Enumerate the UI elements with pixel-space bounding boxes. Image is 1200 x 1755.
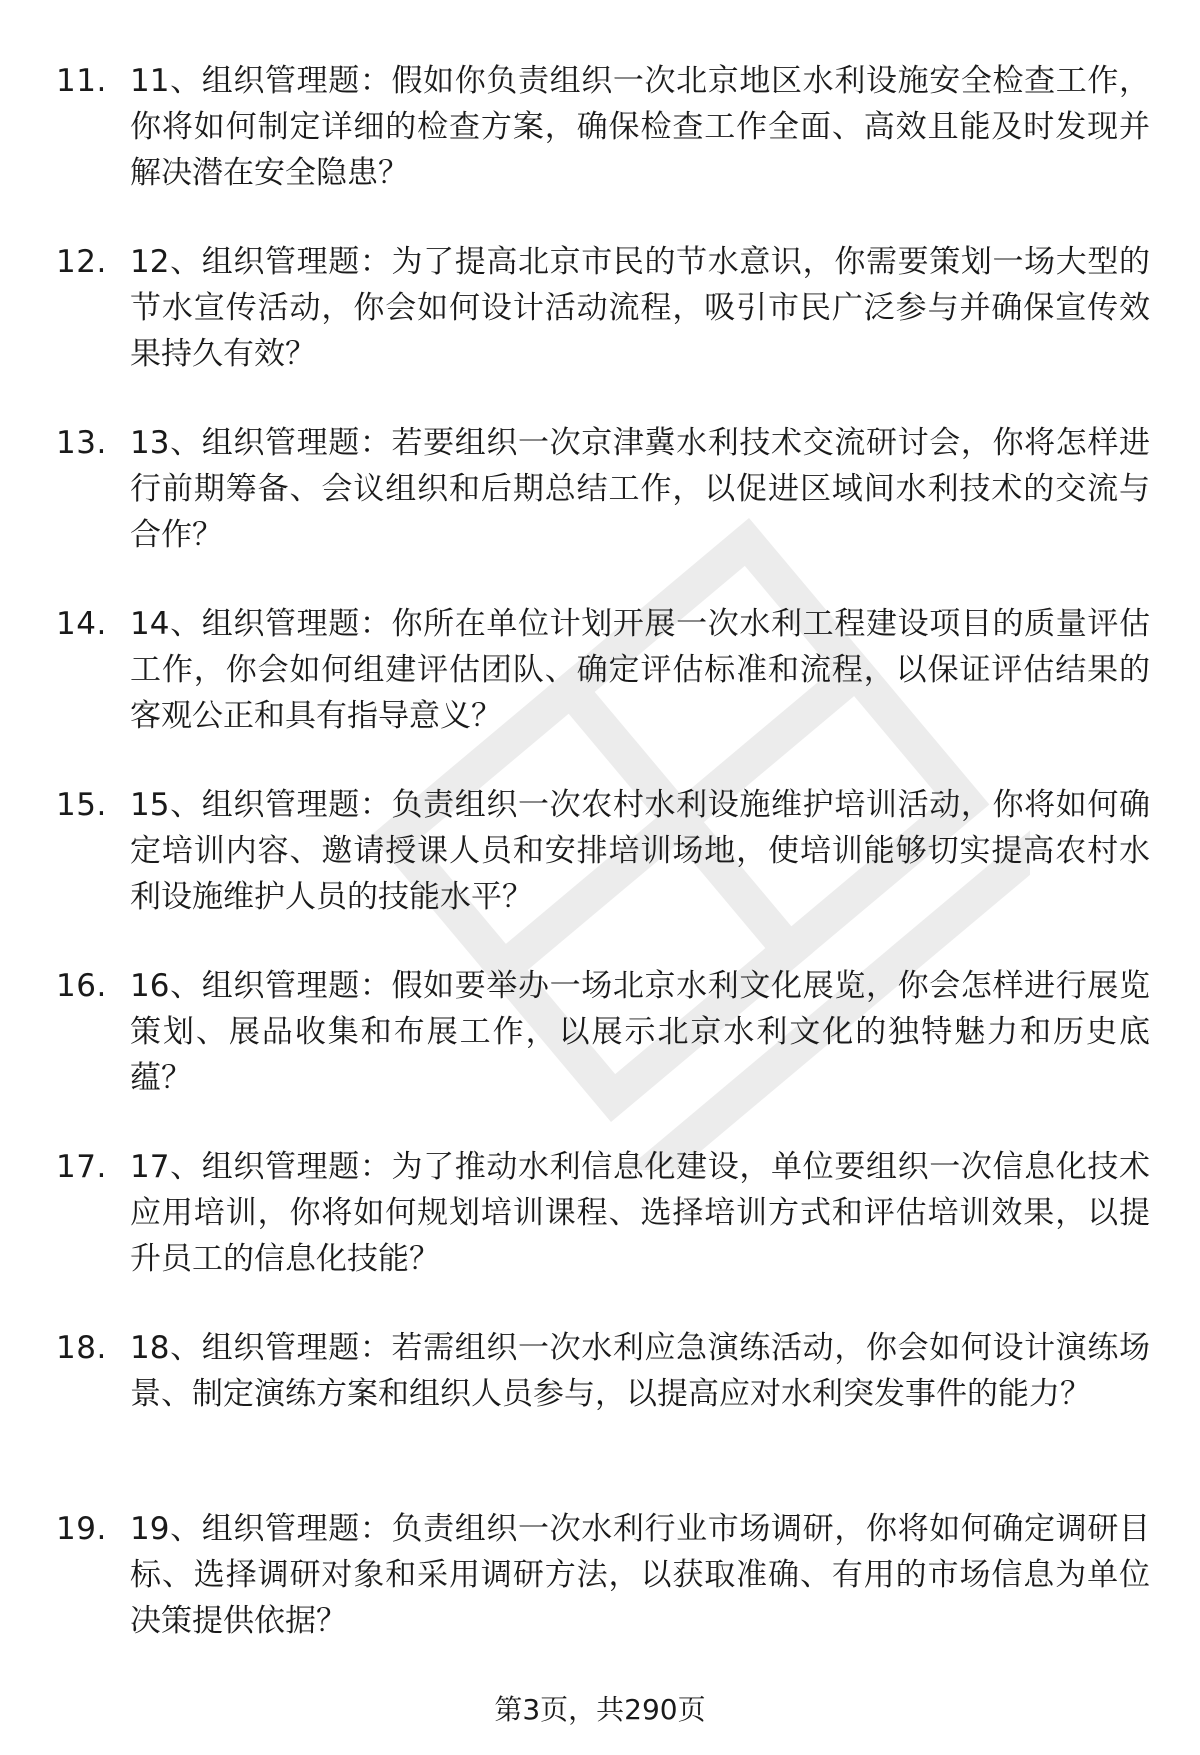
question-text: 18、组织管理题：若需组织一次水利应急演练活动，你会如何设计演练场景、制定演练方案和组织人员参与，以提高应对水利突发事件的能力？ xyxy=(130,1330,1150,1412)
question-number: 13. xyxy=(56,425,107,461)
question-number: 17. xyxy=(56,1149,107,1185)
question-text: 13、组织管理题：若要组织一次京津冀水利技术交流研讨会，你将怎样进行前期筹备、会议组织和后期总结工作，以促进区域间水利技术的交流与合作？ xyxy=(130,425,1150,553)
question-number: 12. xyxy=(56,244,107,280)
list-item xyxy=(0,601,1200,782)
question-number: 19. xyxy=(56,1511,107,1547)
list-item xyxy=(0,963,1200,1144)
question-number: 16. xyxy=(56,968,107,1004)
question-text: 15、组织管理题：负责组织一次农村水利设施维护培训活动，你将如何确定培训内容、邀请授课人员和安排培训场地，使培训能够切实提高农村水利设施维护人员的技能水平？ xyxy=(130,787,1150,915)
question-text: 14、组织管理题：你所在单位计划开展一次水利工程建设项目的质量评估工作，你会如何组建评估团队、确定评估标准和流程，以保证评估结果的客观公正和具有指导意义？ xyxy=(130,606,1150,734)
question-number: 14. xyxy=(56,606,107,642)
question-number: 15. xyxy=(56,787,107,823)
list-item xyxy=(0,1325,1200,1506)
question-number: 18. xyxy=(56,1330,107,1366)
list-item xyxy=(0,58,1200,239)
question-text: 17、组织管理题：为了推动水利信息化建设，单位要组织一次信息化技术应用培训，你将如何规划培训课程、选择培训方式和评估培训效果，以提升员工的信息化技能？ xyxy=(130,1149,1150,1277)
question-text: 12、组织管理题：为了提高北京市民的节水意识，你需要策划一场大型的节水宣传活动，你会如何设计活动流程，吸引市民广泛参与并确保宣传效果持久有效？ xyxy=(130,244,1150,372)
list-item xyxy=(0,1144,1200,1325)
question-list xyxy=(0,58,1200,1687)
question-number: 11. xyxy=(56,63,107,99)
list-item xyxy=(0,782,1200,963)
question-text: 11、组织管理题：假如你负责组织一次北京地区水利设施安全检查工作，你将如何制定详细的检查方案，确保检查工作全面、高效且能及时发现并解决潜在安全隐患？ xyxy=(130,63,1150,191)
page-footer: 第3页，共290页 xyxy=(494,1693,706,1726)
list-item xyxy=(0,239,1200,420)
list-item xyxy=(0,1506,1200,1687)
question-text: 16、组织管理题：假如要举办一场北京水利文化展览，你会怎样进行展览策划、展品收集和布展工作，以展示北京水利文化的独特魅力和历史底蕴？ xyxy=(130,968,1150,1096)
question-text: 19、组织管理题：负责组织一次水利行业市场调研，你将如何确定调研目标、选择调研对象和采用调研方法，以获取准确、有用的市场信息为单位决策提供依据？ xyxy=(130,1511,1150,1639)
list-item xyxy=(0,420,1200,601)
